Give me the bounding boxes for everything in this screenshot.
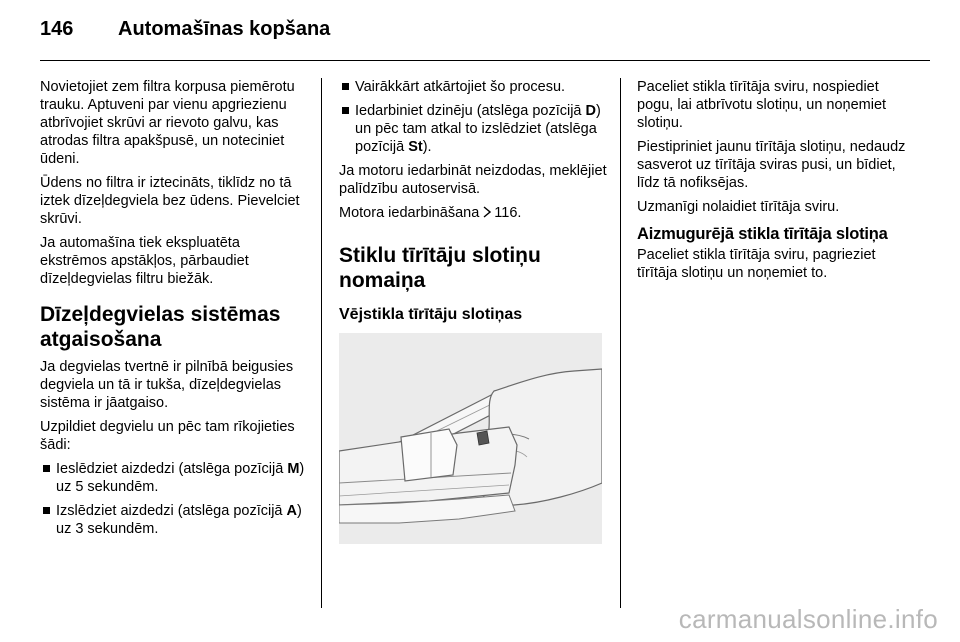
column-divider (620, 78, 621, 608)
paragraph: Novietojiet zem filtra korpusa piemērotu trauku. Aptuveni par vienu apgriezienu atbrīvojiet skrūvi ar rievoto galvu, kas atrodas filtra apakšpusē, un noteciniet ūdeni. (40, 79, 295, 167)
key-position: M (287, 461, 300, 477)
header-rule (40, 60, 930, 61)
key-position: D (585, 103, 597, 119)
subsection-heading: Aizmugurējā stikla tīrītāja slotiņa (637, 225, 888, 243)
paragraph: Ja degvielas tvertnē ir pilnībā beigusies degviela un tā ir tukša, dīzeļdegvielas sistēma ir jāatgaiso. (40, 359, 294, 411)
section-heading: Stiklu tīrītāju slotiņu nomaiņa (339, 244, 541, 292)
paragraph: Ūdens no filtra ir iztecināts, tiklīdz no tā iztek dīzeļdegviela bez ūdens. Pievelciet skrūvi. (40, 175, 300, 227)
paragraph: Ja automašīna tiek ekspluatēta ekstrēmos apstākļos, pārbaudiet dīzeļdegvielas filtru biežāk. (40, 235, 249, 287)
paragraph: Paceliet stikla tīrītāja sviru, nospiediet pogu, lai atbrīvotu slotiņu, un noņemiet slotiņu. (637, 79, 887, 131)
section-heading: Dīzeļdegvielas sistēmas atgaisošana (40, 303, 281, 351)
page-reference[interactable]: 116. (494, 205, 522, 221)
column-left (40, 78, 308, 544)
bullet-item: Vairākkārt atkārtojiet šo procesu. (339, 78, 611, 96)
bullet-item: Izslēdziet aizdedzi (atslēga pozīcijā A) uz 3 sekundēm. (40, 502, 308, 538)
paragraph: Motora iedarbināšana 116. (339, 205, 522, 221)
subsection-heading: Vējstikla tīrītāju slotiņas (339, 306, 523, 323)
paragraph: Ja motoru iedarbināt neizdodas, meklējiet palīdzību autoservisā. (339, 163, 607, 197)
page-title: Automašīnas kopšana (118, 18, 331, 40)
wiper-blade-illustration (339, 333, 602, 544)
paragraph: Piestipriniet jaunu tīrītāja slotiņu, nedaudz sasverot uz tīrītāja sviras pusi, un bīdiet, līdz tā nofiksējas. (637, 139, 906, 191)
bullet-item: Ieslēdziet aizdedzi (atslēga pozīcijā M) uz 5 sekundēm. (40, 460, 308, 496)
column-middle (339, 78, 611, 544)
paragraph: Uzpildiet degvielu un pēc tam rīkojieties šādi: (40, 419, 295, 453)
column-divider (321, 78, 322, 608)
page-reference-arrow-icon (483, 205, 491, 223)
key-position: A (286, 503, 297, 519)
page-header (40, 18, 930, 48)
key-position: St (408, 139, 423, 155)
paragraph: Uzmanīgi nolaidiet tīrītāja sviru. (637, 199, 840, 215)
column-right (637, 78, 912, 288)
paragraph: Paceliet stikla tīrītāja sviru, pagrieziet tīrītāja slotiņu un noņemiet to. (637, 247, 876, 281)
bullet-item: Iedarbiniet dzinēju (atslēga pozīcijā D) un pēc tam atkal to izslēdziet (atslēga pozīcijā St). (339, 102, 611, 156)
page-number: 146 (40, 18, 74, 40)
watermark: carmanualsonline.info (678, 604, 938, 634)
